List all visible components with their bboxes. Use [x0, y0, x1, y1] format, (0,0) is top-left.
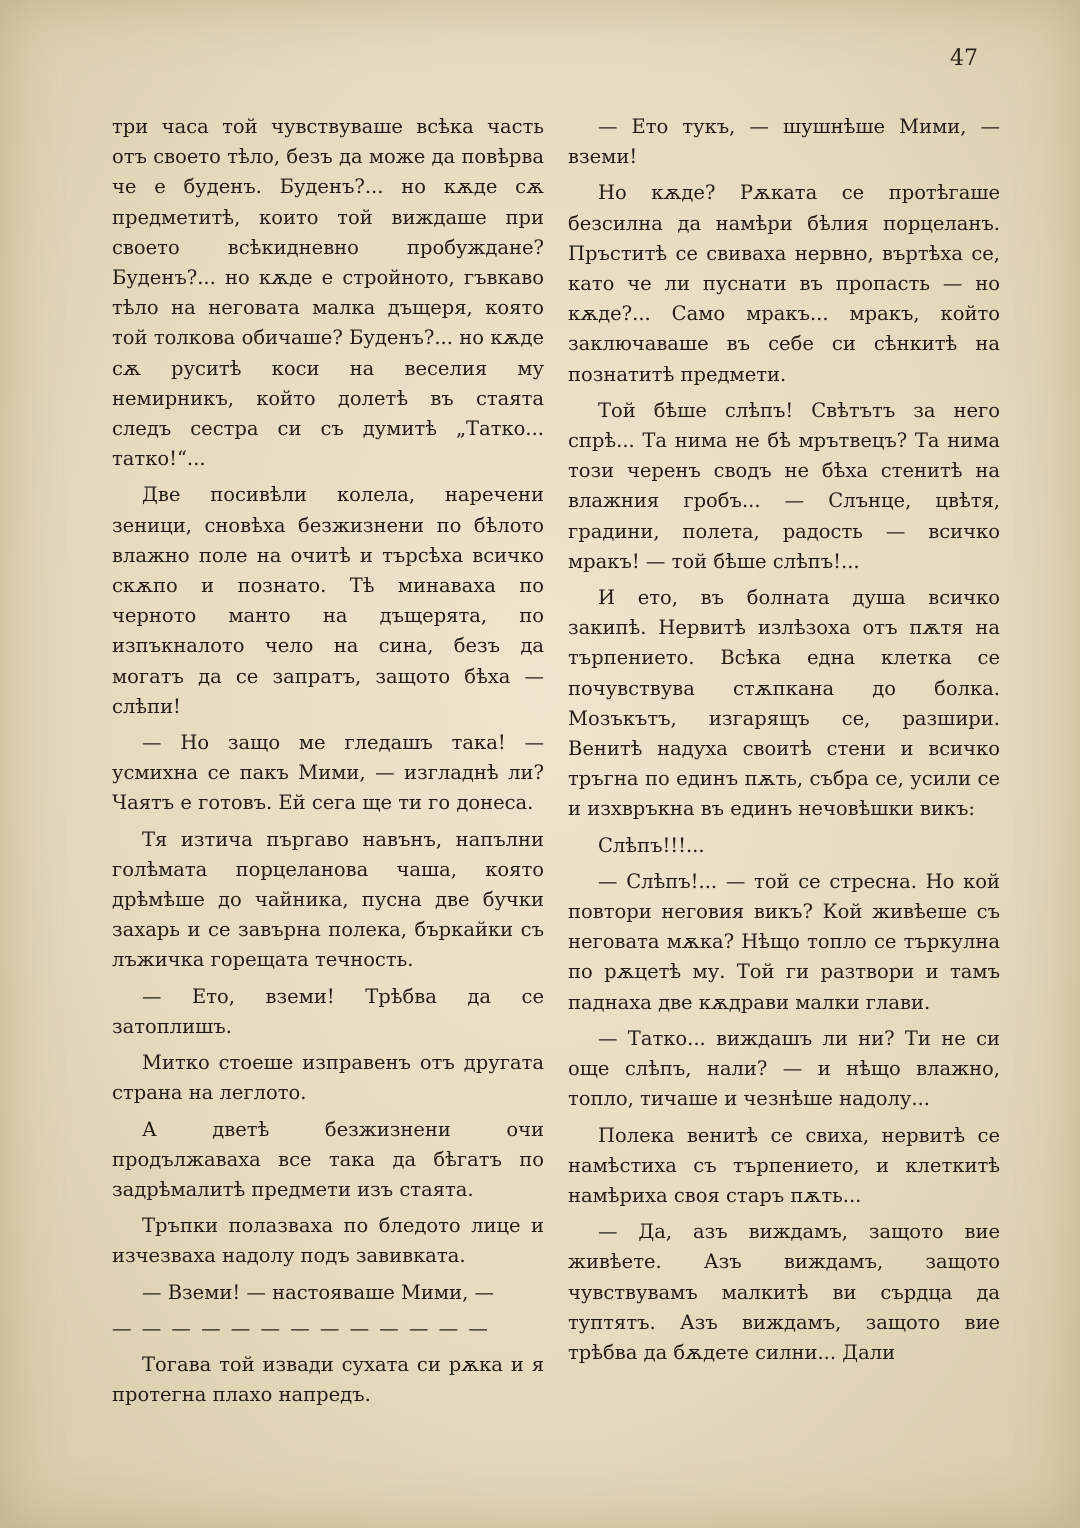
dash-separator: — — — — — — — — — — — — —: [112, 1316, 490, 1340]
paragraph: — Слѣпъ!... — той се стресна. Но кой повтори неговия викъ? Кой живѣеше съ неговата мѫка? Нѣщо топло се търкулна по рѫцетѣ му. Той ги разтвори и тамъ паднаха две кѫдрави малки глави.: [568, 869, 1000, 1014]
left-column: [112, 112, 544, 1416]
paragraph: — Но защо ме гледашъ така! — усмихна се пакъ Мими, — изгладнѣ ли? Чаятъ е готовъ. Ей сега ще ти го донеса.: [112, 731, 544, 815]
paragraph: Слѣпъ!!!...: [598, 833, 705, 857]
paragraph: — Вземи! — настояваше Мими, —: [142, 1280, 494, 1304]
paragraph: Две посивѣли колела, наречени зеници, сновѣха безжизнени по бѣлото влажно поле на очитѣ и търсѣха всичко скѫпо и познато. Тѣ минаваха по черното манто на дъщерята, по изпъкналото чело на сина, безъ да могатъ да се запратъ, защото бѣха — слѣпи!: [112, 483, 544, 718]
paragraph: три часа той чувствуваше всѣка часть отъ своето тѣло, безъ да може да повѣрва че е буденъ. Буденъ?... но кѫде сѫ предметитѣ, които той виждаше при своето всѣкидневно пробуждане? Буденъ?... но кѫде е стройното, гъвкаво тѣло на неговата малка дъщеря, която той толкова обичаше? Буденъ?... но кѫде сѫ руситѣ коси на веселия му немирникъ, който долетѣ въ стаята следъ сестра си съ думитѣ „Татко... татко!“...: [112, 115, 544, 471]
paragraph: — Ето тукъ, — шушнѣше Мими, — вземи!: [568, 115, 1000, 169]
paragraph: — Ето, вземи! Трѣбва да се затоплишъ.: [112, 984, 544, 1038]
paragraph: Митко стоеше изправенъ отъ другата страна на леглото.: [112, 1051, 544, 1105]
paragraph: — Да, азъ виждамъ, защото вие живѣете. Азъ виждамъ, защото чувствувамъ малкитѣ ви сърдца да туптятъ. Азъ виждамъ, защото вие трѣбва да бѫдете силни... Дали: [568, 1220, 1000, 1364]
paragraph: — Татко... виждашъ ли ни? Ти не си още слѣпъ, нали? — и нѣщо влажно, топло, тичаше и чезнѣше надолу...: [568, 1026, 1000, 1111]
paragraph: Той бѣше слѣпъ! Свѣтътъ за него спрѣ... Та нима не бѣ мрътвецъ? Та нима този черенъ сводъ не бѣха стенитѣ на влажния гробъ... — Слънце, цвѣтя, градини, полета, радость — всичко мракъ! — той бѣше слѣпъ!...: [568, 398, 1000, 573]
paragraph: А дветѣ безжизнени очи продължаваха все така да бѣгатъ по задрѣмалитѣ предмети изъ стаята.: [112, 1117, 544, 1201]
page-number: 47: [950, 46, 978, 71]
paragraph: Но кѫде? Рѫката се протѣгаше безсилна да намѣри бѣлия порцеланъ. Пръститѣ се свиваха нервно, въртѣха се, като че ли пуснати въ пропасть — но кѫде?... Само мракъ... мракъ, който заключаваше въ себе си сѣнкитѣ на познатитѣ предмети.: [568, 181, 1000, 386]
paragraph: И ето, въ болната душа всичко закипѣ. Нервитѣ излѣзоха отъ пѫтя на търпението. Всѣка една клетка се почувствува стѫпкана до болка. Мозъкътъ, изгарящъ се, разшири. Венитѣ надуха своитѣ стени и всичко тръгна по единъ пѫть, събра се, усили се и изхвръкна въ единъ нечовѣшки викъ:: [568, 586, 1000, 821]
paragraph: Полека венитѣ се свиха, нервитѣ се намѣстиха съ търпението, и клеткитѣ намѣриха своя старъ пѫть...: [568, 1123, 1000, 1207]
paragraph: Тръпки полазваха по бледото лице и изчезваха надолу подъ завивката.: [112, 1214, 544, 1268]
right-column: [568, 112, 1000, 1374]
paragraph: Тогава той извади сухата си рѫка и я протегна плахо напредъ.: [112, 1352, 544, 1407]
paragraph: Тя изтича пъргаво навънъ, напълни голѣмата порцеланова чаша, която дрѣмѣше до чайника, пусна две бучки захарь и се завърна полека, бъркайки съ лъжичка горещата течность.: [112, 827, 544, 972]
